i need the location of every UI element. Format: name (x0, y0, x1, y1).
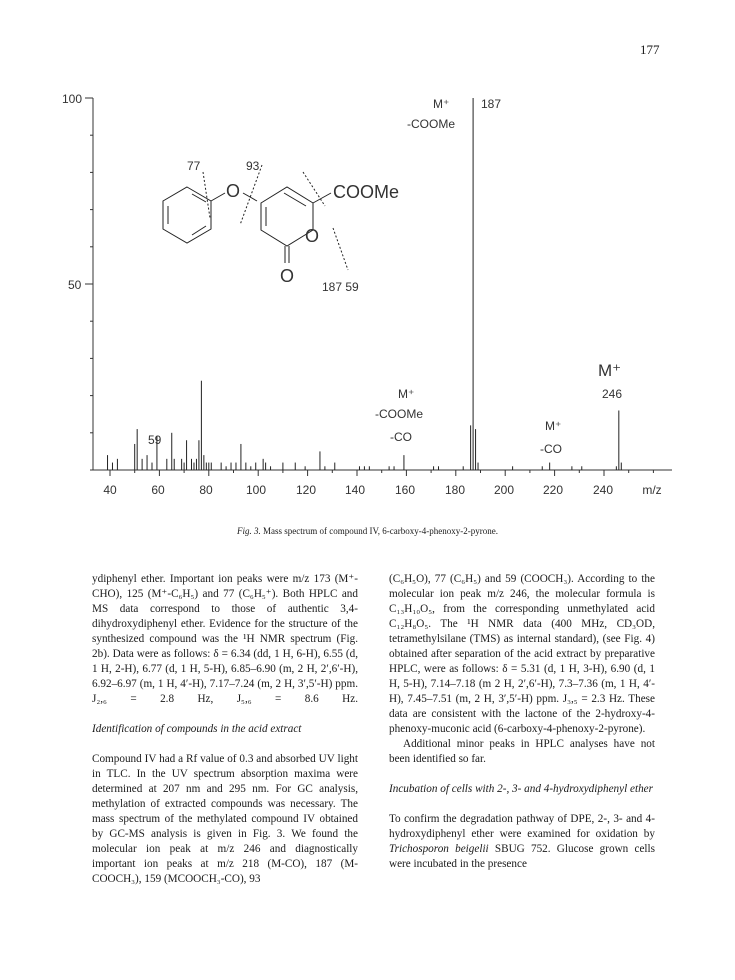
x-tick-marks (110, 470, 653, 476)
ring-oxygen-label: O (305, 226, 320, 246)
x-tick-label: 40 (103, 483, 117, 497)
x-tick-label: 140 (344, 483, 366, 497)
left-text-column (92, 572, 358, 887)
right-paragraph-3-end: SBUG 752. Glucose grown cells were incubated in the presence (389, 843, 655, 870)
x-tick-label: 100 (245, 483, 267, 497)
section-heading-acid-extract: Identification of compounds in the acid extract (92, 723, 302, 735)
peak-218-loss-label: -CO (540, 442, 562, 456)
fragment-label-93: 93 (246, 159, 260, 173)
peak-187-ion-label: M⁺ (433, 97, 450, 111)
peak-187-mz-label: 187 (481, 97, 502, 111)
carbonyl-oxygen-label: O (280, 266, 295, 286)
phenyl-ring (163, 187, 211, 243)
peak-159-loss-label: -COOMe (375, 407, 423, 421)
peak-246-mz-label: 246 (602, 387, 623, 401)
fragment-label-77: 77 (187, 159, 201, 173)
x-axis-unit: m/z (642, 483, 662, 497)
spectrum-peaks (108, 98, 622, 470)
x-tick-label: 60 (151, 483, 165, 497)
ether-oxygen-label: O (226, 181, 241, 201)
x-tick-label: 180 (444, 483, 466, 497)
page-number: 177 (640, 42, 660, 57)
peak-218-ion-label: M⁺ (545, 419, 562, 433)
left-paragraph-1: ydiphenyl ether. Important ion peaks were m/z 173 (M⁺-CHO), 125 (M⁺-C₆H₅) and 77 (C₆H₅⁺). Both HPLC and MS data correspond to those of authentic 3,4-dihydroxydiphenyl ether. Evidence for the structure of the synthesized compound was the ¹H NMR spectrum (Fig. 2b). Data were as follows: δ = 6.34 (dd, 1 H, 6-H), 6.55 (d, 1 H, 2-H), 6.77 (d, 1 H, 5-H), 6.85–6.90 (m, 2 H, 2′,6′-H), 6.92–6.97 (m, 1 H, 4′-H), 7.17–7.24 (m, 2 H, 3′,5′-H) ppm. J₂,₆ = 2.8 Hz, J₅,₆ = 8.6 Hz. (92, 573, 358, 705)
right-text-column (389, 572, 655, 872)
right-paragraph-1: (C₆H₅O), 77 (C₆H₅) and 59 (COOCH₃). According to the molecular ion peak m/z 246, the molecular formula is C₁₃H₁₀O₅, from the corresponding unmethylated acid C₁₂H₈O₅. The ¹H NMR data (400 MHz, CD₃OD, tetramethylsilane (TMS) as internal standard), (see Fig. 4) obtained after separation of the acid extract by preparative HPLC, were as follows: δ = 5.31 (d, 1 H, 3-H), 6.90 (d, 1 H, 5-H), 7.14–7.18 (m 2 H, 2′,6′-H), 7.3–7.36 (m, 1 H, 4′-H), 7.45–7.51 (m, 2 H, 3′,5′-H) ppm. J₃,₅ = 2.3 Hz. These data are consistent with the lactone of the 2-hydroxy-4-phenoxy-muconic acid (6-carboxy-4-phenoxy-2-pyrone). (389, 573, 655, 735)
peak-187-loss-label: -COOMe (407, 117, 455, 131)
right-paragraph-3-start: To confirm the degradation pathway of DPE, 2-, 3- and 4-hydroxydiphenyl ether were examined for oxidation by (389, 813, 655, 840)
x-tick-label: 200 (493, 483, 515, 497)
y-minor-ticks (85, 98, 93, 470)
peak-246-ion-label: M⁺ (598, 361, 622, 380)
x-tick-label: 160 (394, 483, 416, 497)
fragment-label-187-59: 187 59 (322, 280, 359, 294)
y-tick-label-100: 100 (62, 92, 83, 106)
section-heading-incubation: Incubation of cells with 2-, 3- and 4-hydroxydiphenyl ether (389, 783, 653, 795)
species-name: Trichosporon beigelii (389, 843, 489, 855)
right-paragraph-3 (389, 812, 655, 872)
molecule-structure (163, 165, 348, 270)
caption-prefix: Fig. 3. (236, 526, 261, 536)
x-tick-label: 240 (592, 483, 614, 497)
peak-159-loss2-label: -CO (390, 430, 412, 444)
left-paragraph-2: Compound IV had a Rf value of 0.3 and absorbed UV light in TLC. In the UV spectrum absorption maxima were determined at 207 nm and 295 nm. For GC analysis, methylation of extracted compounds was necessary. The mass spectrum of the methylated compound IV obtained by GC-MS analysis is given in Fig. 3. We found the molecular ion peak at m/z 246 and diagnostically important ion peaks at m/z 218 (M-CO), 187 (M-COOCH₃), 159 (MCOOCH₃-CO), 93 (92, 753, 358, 885)
y-tick-label-50: 50 (68, 278, 82, 292)
peak-159-ion-label: M⁺ (398, 387, 415, 401)
x-tick-label: 220 (542, 483, 564, 497)
figure-caption (0, 526, 735, 536)
ester-group-label: COOMe (333, 182, 400, 202)
x-tick-label: 120 (295, 483, 317, 497)
peak-59-label: 59 (148, 433, 162, 447)
right-paragraph-2: Additional minor peaks in HPLC analyses have not been identified so far. (389, 738, 655, 765)
x-tick-label: 80 (199, 483, 213, 497)
caption-text: Mass spectrum of compound IV, 6-carboxy-4-phenoxy-2-pyrone. (262, 526, 499, 536)
